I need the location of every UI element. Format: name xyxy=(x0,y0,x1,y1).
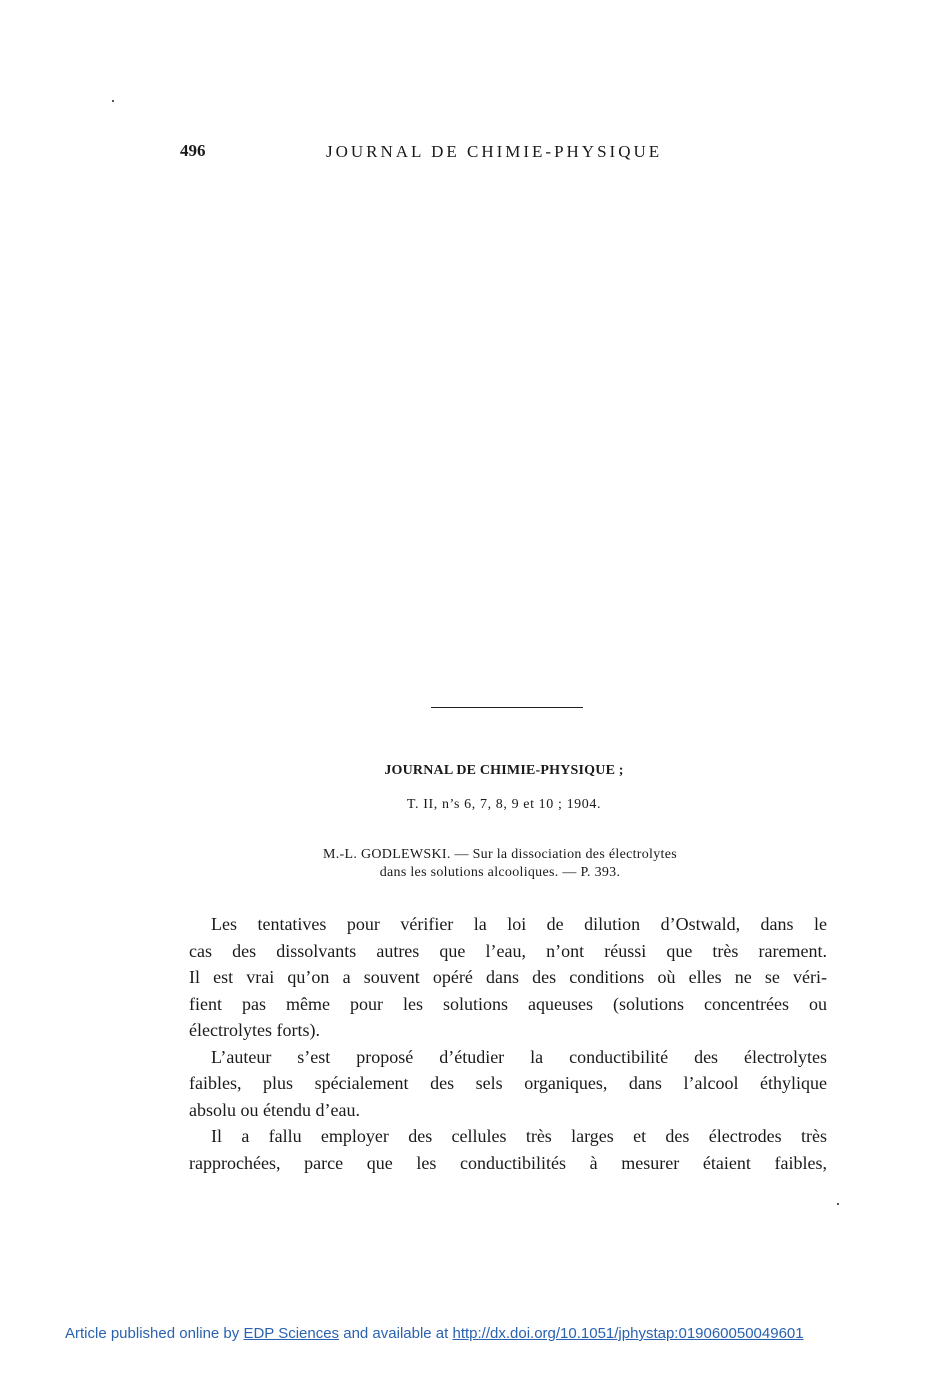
body-line: absolu ou étendu d’eau. xyxy=(189,1099,360,1120)
volume-line: T. II, n’s 6, 7, 8, 9 et 10 ; 1904. xyxy=(406,797,602,812)
article-title-part-2: dans les solutions alcooliques. — P. 393. xyxy=(379,865,621,880)
body-text xyxy=(189,911,827,1176)
page-number: 496 xyxy=(180,141,206,160)
author-name: M.-L. GODLEWSKI. xyxy=(323,847,451,862)
doi-link[interactable]: http://dx.doi.org/10.1051/jphystap:019060050049601 xyxy=(452,1325,804,1342)
article-reference xyxy=(0,846,930,882)
running-head: JOURNAL DE CHIMIE-PHYSIQUE xyxy=(326,142,663,161)
scan-speck xyxy=(837,1203,839,1205)
article-title-part-1: — Sur la dissociation des électrolytes xyxy=(450,847,677,862)
publisher-link[interactable]: EDP Sciences xyxy=(243,1325,340,1342)
article-ref-line-1 xyxy=(0,846,930,864)
body-line: Il est vrai qu’on a souvent opéré dans des conditions où elles ne se véri- xyxy=(189,967,827,987)
section-divider xyxy=(431,707,583,708)
body-line: rapprochées, parce que les conductibilités à mesurer étaient faibles, xyxy=(189,1152,827,1173)
body-line: faibles, plus spécialement des sels organiques, dans l’alcool éthylique xyxy=(189,1073,827,1093)
body-line: électrolytes forts). xyxy=(189,1020,320,1040)
body-line: cas des dissolvants autres que l’eau, n’ont réussi que très rarement. xyxy=(189,940,827,961)
scan-speck xyxy=(112,100,114,102)
footer-middle: and available at xyxy=(339,1325,453,1342)
body-line: L’auteur s’est proposé d’étudier la conductibilité des électrolytes xyxy=(211,1046,827,1067)
publication-footer xyxy=(65,1325,804,1342)
journal-title: JOURNAL DE CHIMIE-PHYSIQUE ; xyxy=(384,763,624,778)
body-line: Il a fallu employer des cellules très larges et des électrodes très xyxy=(211,1126,827,1146)
body-line: fient pas même pour les solutions aqueuses (solutions concentrées ou xyxy=(189,993,827,1014)
body-line: Les tentatives pour vérifier la loi de dilution d’Ostwald, dans le xyxy=(211,914,827,934)
footer-prefix: Article published online by xyxy=(65,1325,244,1342)
